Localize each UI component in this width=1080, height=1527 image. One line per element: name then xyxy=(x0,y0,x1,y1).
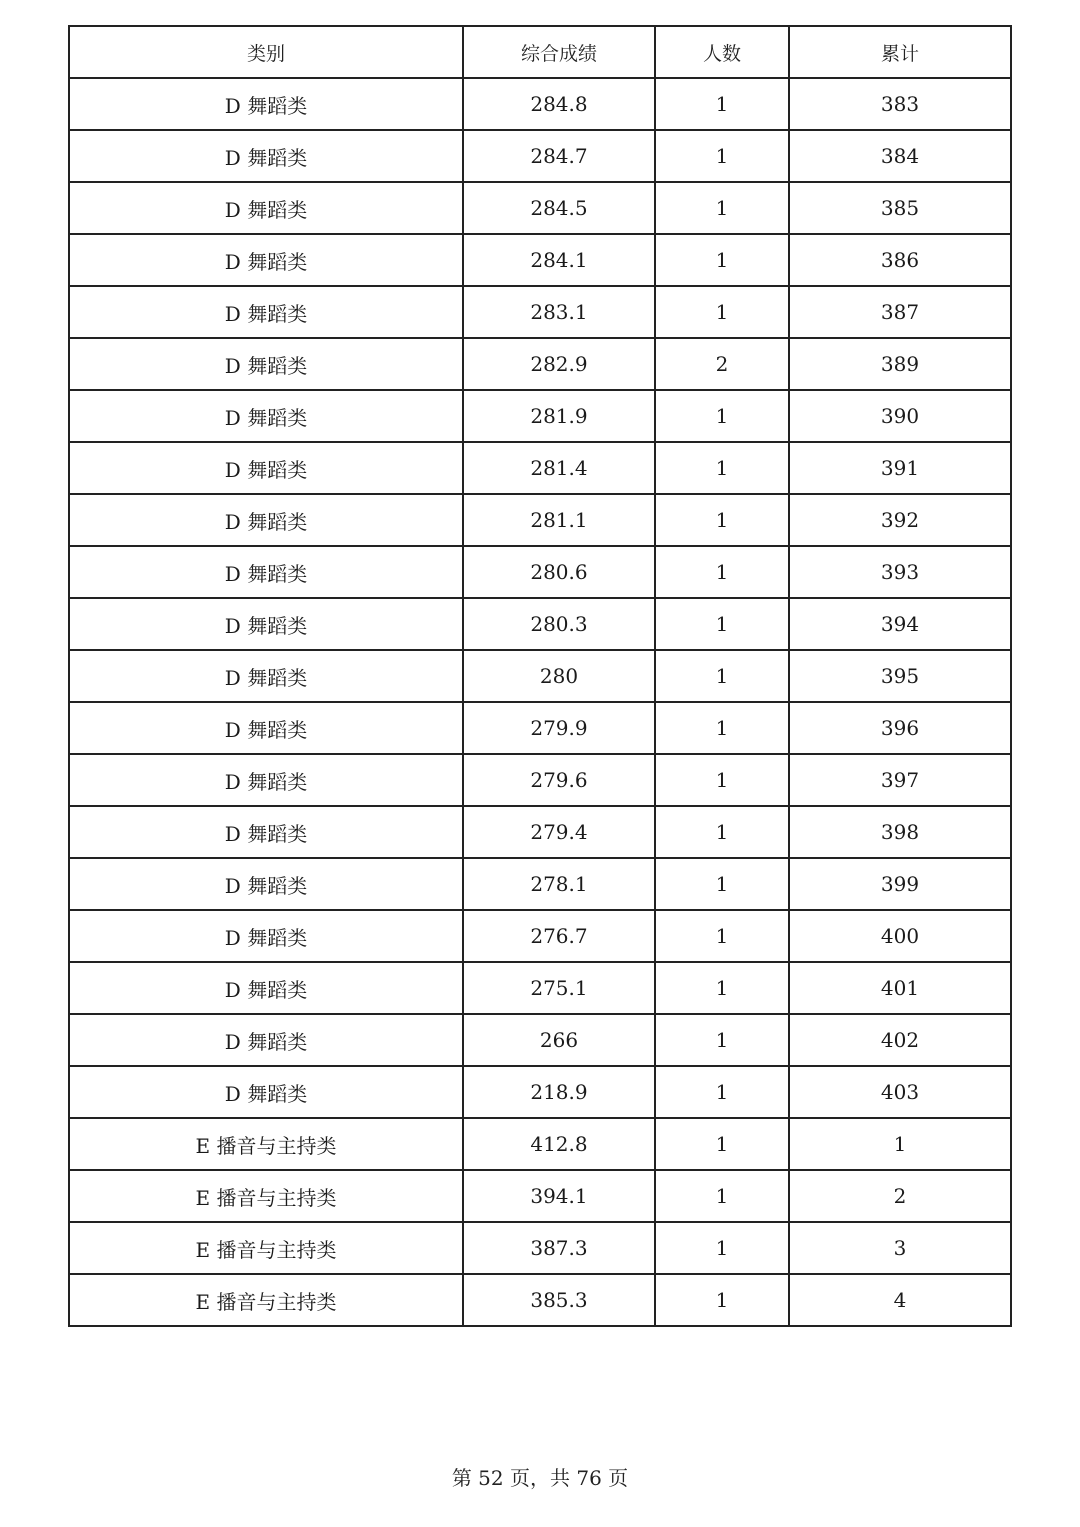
page-number: 第 52 页，共 76 页 xyxy=(451,1466,629,1490)
cell-category: D 舞蹈类 xyxy=(69,390,463,442)
cell-score: 278.1 xyxy=(463,858,655,910)
cell-cumulative: 1 xyxy=(789,1118,1011,1170)
table-row xyxy=(69,806,1011,858)
cell-cumulative: 402 xyxy=(789,1014,1011,1066)
cell-count: 1 xyxy=(655,130,789,182)
table-row xyxy=(69,650,1011,702)
cell-cumulative: 394 xyxy=(789,598,1011,650)
cell-count: 1 xyxy=(655,650,789,702)
cell-score: 266 xyxy=(463,1014,655,1066)
cell-score: 279.9 xyxy=(463,702,655,754)
cell-cumulative: 390 xyxy=(789,390,1011,442)
cell-cumulative: 389 xyxy=(789,338,1011,390)
table-row xyxy=(69,182,1011,234)
header-score: 综合成绩 xyxy=(463,26,655,78)
cell-count: 1 xyxy=(655,702,789,754)
cell-score: 279.6 xyxy=(463,754,655,806)
cell-count: 1 xyxy=(655,78,789,130)
cell-count: 1 xyxy=(655,1222,789,1274)
table-header xyxy=(69,26,1011,78)
cell-category: E 播音与主持类 xyxy=(69,1274,463,1326)
cell-score: 276.7 xyxy=(463,910,655,962)
cell-category: D 舞蹈类 xyxy=(69,598,463,650)
cell-category: D 舞蹈类 xyxy=(69,286,463,338)
cell-cumulative: 387 xyxy=(789,286,1011,338)
cell-score: 280.6 xyxy=(463,546,655,598)
cell-count: 1 xyxy=(655,1118,789,1170)
table-row xyxy=(69,1118,1011,1170)
table-row xyxy=(69,390,1011,442)
table-row xyxy=(69,858,1011,910)
cell-category: D 舞蹈类 xyxy=(69,962,463,1014)
cell-category: D 舞蹈类 xyxy=(69,1066,463,1118)
score-table xyxy=(68,25,1012,1327)
cell-category: D 舞蹈类 xyxy=(69,650,463,702)
cell-score: 280.3 xyxy=(463,598,655,650)
cell-cumulative: 392 xyxy=(789,494,1011,546)
table-row xyxy=(69,338,1011,390)
cell-count: 1 xyxy=(655,858,789,910)
cell-category: E 播音与主持类 xyxy=(69,1222,463,1274)
cell-count: 1 xyxy=(655,1014,789,1066)
cell-score: 280 xyxy=(463,650,655,702)
cell-category: D 舞蹈类 xyxy=(69,910,463,962)
table-row xyxy=(69,78,1011,130)
cell-score: 284.5 xyxy=(463,182,655,234)
header-count: 人数 xyxy=(655,26,789,78)
cell-category: D 舞蹈类 xyxy=(69,130,463,182)
cell-count: 1 xyxy=(655,286,789,338)
cell-cumulative: 385 xyxy=(789,182,1011,234)
cell-cumulative: 397 xyxy=(789,754,1011,806)
cell-score: 281.4 xyxy=(463,442,655,494)
header-cumulative: 累计 xyxy=(789,26,1011,78)
cell-score: 387.3 xyxy=(463,1222,655,1274)
cell-category: D 舞蹈类 xyxy=(69,754,463,806)
cell-count: 1 xyxy=(655,806,789,858)
table-body xyxy=(69,78,1011,1326)
table-row xyxy=(69,1066,1011,1118)
cell-score: 412.8 xyxy=(463,1118,655,1170)
table-row xyxy=(69,962,1011,1014)
table-row xyxy=(69,1014,1011,1066)
cell-count: 1 xyxy=(655,390,789,442)
cell-count: 1 xyxy=(655,754,789,806)
table-row xyxy=(69,1222,1011,1274)
cell-count: 1 xyxy=(655,546,789,598)
cell-count: 1 xyxy=(655,598,789,650)
cell-cumulative: 399 xyxy=(789,858,1011,910)
cell-count: 1 xyxy=(655,1170,789,1222)
cell-score: 281.9 xyxy=(463,390,655,442)
header-category: 类别 xyxy=(69,26,463,78)
cell-score: 282.9 xyxy=(463,338,655,390)
cell-count: 2 xyxy=(655,338,789,390)
cell-cumulative: 383 xyxy=(789,78,1011,130)
cell-count: 1 xyxy=(655,234,789,286)
cell-count: 1 xyxy=(655,1066,789,1118)
table-row xyxy=(69,1274,1011,1326)
cell-score: 284.1 xyxy=(463,234,655,286)
cell-cumulative: 396 xyxy=(789,702,1011,754)
cell-cumulative: 400 xyxy=(789,910,1011,962)
cell-cumulative: 393 xyxy=(789,546,1011,598)
table-row xyxy=(69,442,1011,494)
cell-score: 283.1 xyxy=(463,286,655,338)
cell-count: 1 xyxy=(655,910,789,962)
cell-score: 394.1 xyxy=(463,1170,655,1222)
cell-category: E 播音与主持类 xyxy=(69,1170,463,1222)
header-row xyxy=(69,26,1011,78)
cell-score: 218.9 xyxy=(463,1066,655,1118)
table-row xyxy=(69,130,1011,182)
table-row xyxy=(69,234,1011,286)
table-row xyxy=(69,598,1011,650)
cell-cumulative: 395 xyxy=(789,650,1011,702)
cell-score: 275.1 xyxy=(463,962,655,1014)
cell-category: E 播音与主持类 xyxy=(69,1118,463,1170)
cell-cumulative: 2 xyxy=(789,1170,1011,1222)
cell-category: D 舞蹈类 xyxy=(69,442,463,494)
cell-count: 1 xyxy=(655,182,789,234)
cell-count: 1 xyxy=(655,494,789,546)
cell-category: D 舞蹈类 xyxy=(69,182,463,234)
cell-score: 385.3 xyxy=(463,1274,655,1326)
cell-count: 1 xyxy=(655,1274,789,1326)
cell-cumulative: 386 xyxy=(789,234,1011,286)
cell-category: D 舞蹈类 xyxy=(69,494,463,546)
cell-score: 281.1 xyxy=(463,494,655,546)
table-row xyxy=(69,546,1011,598)
cell-score: 284.8 xyxy=(463,78,655,130)
cell-category: D 舞蹈类 xyxy=(69,702,463,754)
table-row xyxy=(69,286,1011,338)
cell-cumulative: 403 xyxy=(789,1066,1011,1118)
cell-cumulative: 401 xyxy=(789,962,1011,1014)
cell-category: D 舞蹈类 xyxy=(69,234,463,286)
cell-cumulative: 391 xyxy=(789,442,1011,494)
cell-category: D 舞蹈类 xyxy=(69,338,463,390)
cell-cumulative: 384 xyxy=(789,130,1011,182)
cell-category: D 舞蹈类 xyxy=(69,858,463,910)
cell-category: D 舞蹈类 xyxy=(69,546,463,598)
table-row xyxy=(69,1170,1011,1222)
cell-category: D 舞蹈类 xyxy=(69,78,463,130)
cell-cumulative: 4 xyxy=(789,1274,1011,1326)
cell-cumulative: 398 xyxy=(789,806,1011,858)
cell-cumulative: 3 xyxy=(789,1222,1011,1274)
cell-score: 279.4 xyxy=(463,806,655,858)
table-row xyxy=(69,910,1011,962)
cell-category: D 舞蹈类 xyxy=(69,1014,463,1066)
table-row xyxy=(69,494,1011,546)
cell-category: D 舞蹈类 xyxy=(69,806,463,858)
cell-count: 1 xyxy=(655,962,789,1014)
cell-score: 284.7 xyxy=(463,130,655,182)
table-row xyxy=(69,702,1011,754)
cell-count: 1 xyxy=(655,442,789,494)
table-row xyxy=(69,754,1011,806)
